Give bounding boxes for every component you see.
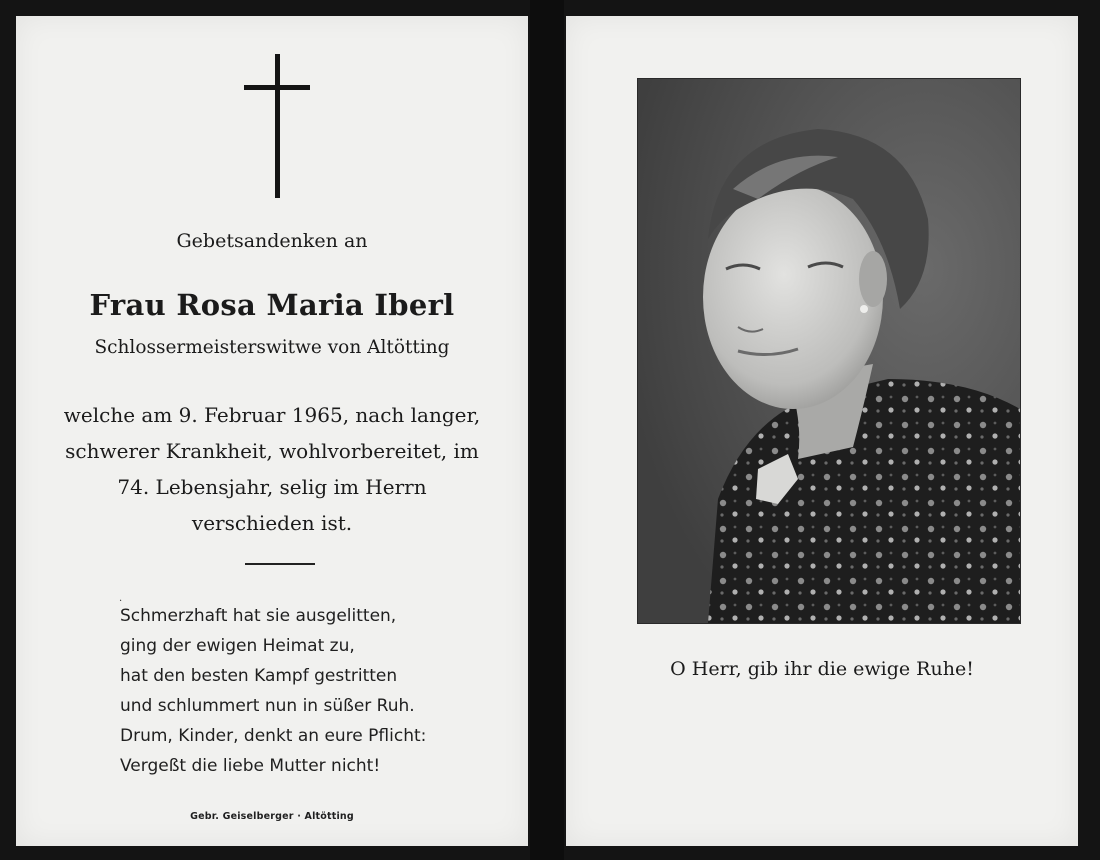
ink-speck: . bbox=[119, 593, 123, 604]
poem-line: hat den besten Kampf gestritten bbox=[120, 666, 398, 686]
card-fold-divider bbox=[530, 0, 564, 860]
printer-imprint: Gebr. Geiselberger · Altötting bbox=[190, 811, 354, 822]
death-notice-line: welche am 9. Februar 1965, nach langer, bbox=[63, 403, 481, 427]
death-notice-line: verschieden ist. bbox=[191, 511, 353, 535]
intro-text: Gebetsandenken an bbox=[176, 230, 368, 252]
portrait-photo bbox=[638, 79, 1020, 623]
right-card-page bbox=[566, 16, 1078, 846]
poem-line: Vergeßt die liebe Mutter nicht! bbox=[120, 756, 381, 776]
deceased-name: Frau Rosa Maria Iberl bbox=[89, 288, 455, 322]
death-notice-line: schwerer Krankheit, wohlvorbereitet, im bbox=[65, 439, 479, 463]
poem-line: und schlummert nun in süßer Ruh. bbox=[120, 696, 415, 716]
death-notice-line: 74. Lebensjahr, selig im Herrn bbox=[117, 475, 427, 499]
prayer-caption: O Herr, gib ihr die ewige Ruhe! bbox=[670, 658, 974, 680]
portrait-figure bbox=[638, 79, 1020, 623]
memorial-poem bbox=[120, 601, 426, 781]
occupation-text: Schlossermeisterswitwe von Altötting bbox=[94, 337, 450, 358]
poem-line: ging der ewigen Heimat zu, bbox=[120, 636, 355, 656]
divider-rule bbox=[245, 563, 315, 565]
death-notice-text bbox=[16, 397, 528, 541]
cross-icon bbox=[244, 54, 310, 198]
poem-line: Drum, Kinder, denkt an eure Pflicht: bbox=[120, 726, 427, 746]
left-card-page bbox=[16, 16, 528, 846]
poem-line: Schmerzhaft hat sie ausgelitten, bbox=[120, 606, 397, 626]
